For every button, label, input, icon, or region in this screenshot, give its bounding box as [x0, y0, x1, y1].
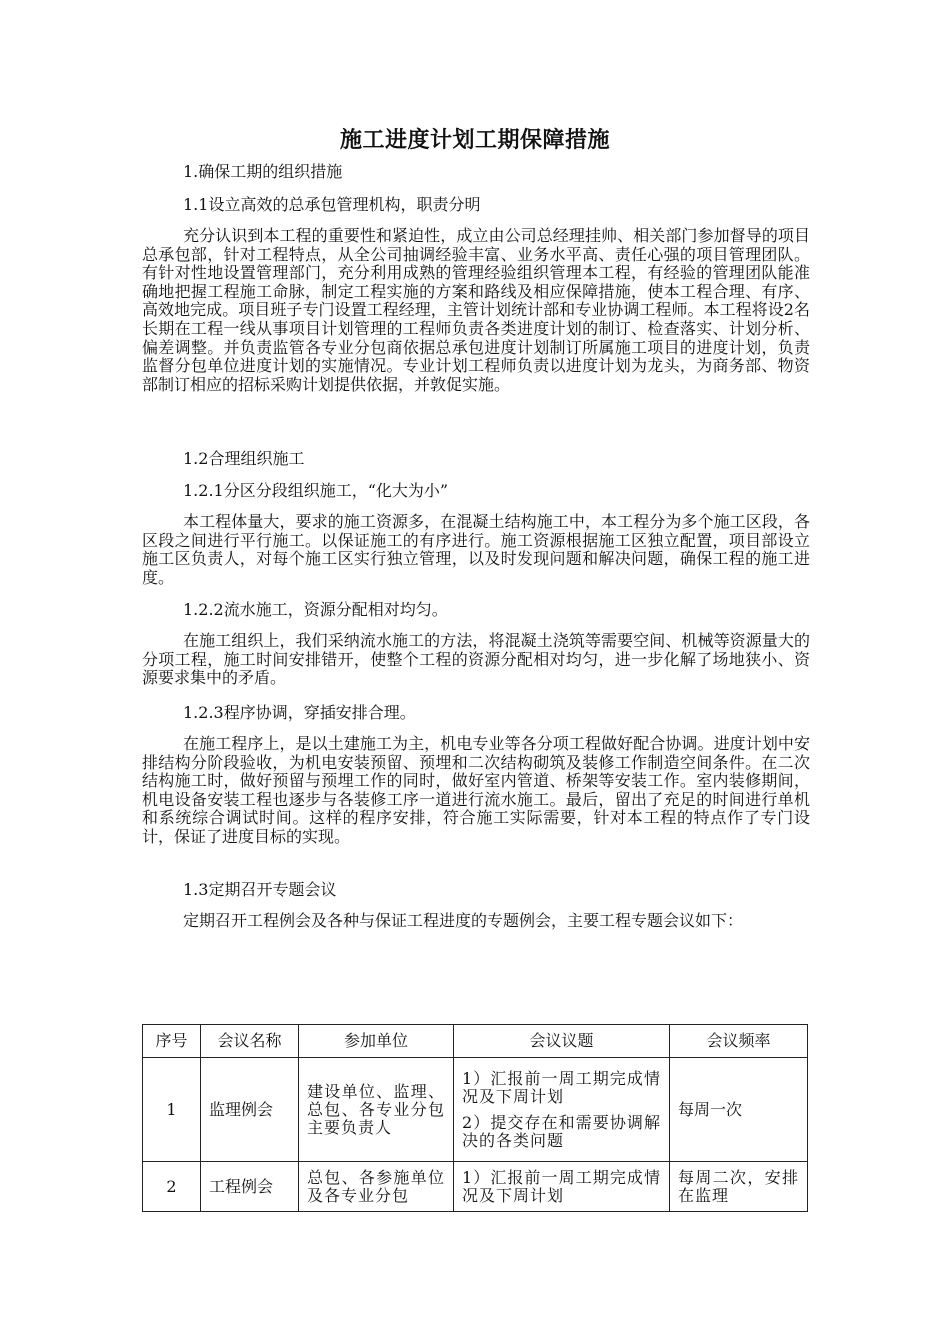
paragraph-meetings-intro: 定期召开工程例会及各种与保证工程进度的专题例会，主要工程专题会议如下： — [183, 911, 744, 930]
header-participants: 参加单位 — [299, 1025, 454, 1058]
heading-1-2-1: 1.2.1分区分段组织施工，“化大为小” — [183, 481, 449, 500]
topic-item: 2）提交存在和需要协调解决的各类问题 — [462, 1112, 661, 1150]
cell-topics — [454, 1162, 670, 1212]
heading-1-2-2: 1.2.2流水施工，资源分配相对均匀。 — [183, 600, 448, 619]
cell-participants: 总包、各参施单位及各专业分包 — [299, 1162, 454, 1212]
table-row — [143, 1162, 808, 1212]
header-frequency: 会议频率 — [670, 1025, 808, 1058]
cell-no: 1 — [143, 1058, 201, 1162]
heading-1-2-3: 1.2.3程序协调，穿插安排合理。 — [183, 703, 416, 722]
document-title: 施工进度计划工期保障措施 — [339, 128, 610, 153]
cell-no: 2 — [143, 1162, 201, 1212]
header-topics: 会议议题 — [454, 1025, 670, 1058]
heading-1-2: 1.2合理组织施工 — [183, 449, 305, 468]
paragraph-procedure-coordination: 在施工程序上，是以土建施工为主，机电专业等各分项工程做好配合协调。进度计划中安排结构分阶段验收，为机电安装预留、预埋和二次结构砌筑及装修工作制造空间条件。在二次结构施工时，做好预留与预埋工作的同时，做好室内管道、桥架等安装工作。室内装修期间，机电设备安装工程也逐步与各装修工序一道进行流水施工。最后，留出了充足的时间进行单机和系统综合调试时间。这样的程序安排，符合施工实际需要，针对本工程的特点作了专门设计，保证了进度目标的实现。 — [142, 734, 810, 846]
cell-frequency: 每周一次 — [670, 1058, 808, 1162]
heading-1: 1.确保工期的组织措施 — [183, 162, 343, 181]
cell-meeting-name: 工程例会 — [201, 1162, 299, 1212]
paragraph-flow-construction: 在施工组织上，我们采纳流水施工的方法，将混凝土浇筑等需要空间、机械等资源量大的分项工程，施工时间安排错开，使整个工程的资源分配相对均匀，进一步化解了场地狭小、资源要求集中的矛盾。 — [142, 631, 810, 688]
meeting-table — [142, 1024, 808, 1212]
table-row — [143, 1058, 808, 1162]
topic-item: 1）汇报前一周工期完成情况及下周计划 — [462, 1167, 661, 1205]
header-no: 序号 — [143, 1025, 201, 1058]
paragraph-management-team: 充分认识到本工程的重要性和紧迫性，成立由公司总经理挂帅、相关部门参加督导的项目总承包部，针对工程特点，从全公司抽调经验丰富、业务水平高、责任心强的项目管理团队。有针对性地设置管理部门，充分利用成熟的管理经验组织管理本工程，有经验的管理团队能准确地把握工程施工命脉，制定工程实施的方案和路线及相应保障措施，使本工程合理、有序、高效地完成。项目班子专门设置工程经理，主管计划统计部和专业协调工程师。本工程将设2名长期在工程一线从事项目计划管理的工程师负责各类进度计划的制订、检查落实、计划分析、偏差调整。并负责监管各专业分包商依据总承包进度计划制订所属施工项目的进度计划，负责监督分包单位进度计划的实施情况。专业计划工程师负责以进度计划为龙头，为商务部、物资部制订相应的招标采购计划提供依据，并敦促实施。 — [142, 226, 810, 394]
heading-1-1: 1.1设立高效的总承包管理机构，职责分明 — [183, 195, 481, 214]
cell-frequency: 每周二次，安排在监理 — [670, 1162, 808, 1212]
cell-participants: 建设单位、监理、总包、各专业分包主要负责人 — [299, 1058, 454, 1162]
cell-meeting-name: 监理例会 — [201, 1058, 299, 1162]
heading-1-3: 1.3定期召开专题会议 — [183, 880, 337, 899]
cell-topics — [454, 1058, 670, 1162]
header-meeting-name: 会议名称 — [201, 1025, 299, 1058]
paragraph-zoned-construction: 本工程体量大，要求的施工资源多，在混凝土结构施工中，本工程分为多个施工区段，各区段之间进行平行施工。以保证施工的有序进行。施工资源根据施工区独立配置，项目部设立施工区负责人，对每个施工区实行独立管理，以及时发现问题和解决问题，确保工程的施工进度。 — [142, 512, 810, 587]
topic-item: 1）汇报前一周工期完成情况及下周计划 — [462, 1068, 661, 1106]
table-header-row — [143, 1025, 808, 1058]
